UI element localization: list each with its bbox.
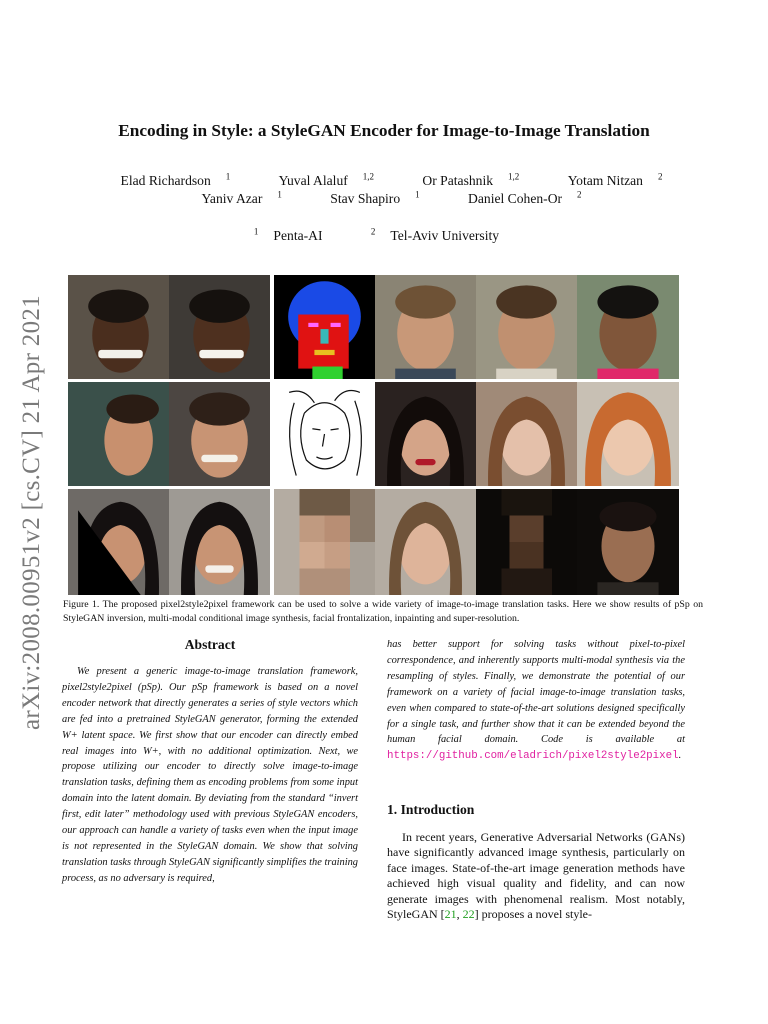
segmentation-map-image — [274, 275, 375, 379]
author: Or Patashnik $^{1,2}$ — [422, 171, 520, 188]
figure-caption: Figure 1. The proposed pixel2style2pixel framework can be used to solve a wide variety of image-to-image translation tasks. Here we show results of pSp on StyleGAN inversion, multi-modal conditional image synthesis, facial frontalization, inpainting and super-resolution. — [63, 599, 703, 625]
affiliation: $^1$ Penta-AI — [253, 226, 323, 243]
introduction-text: In recent years, Generative Adversarial Networks (GANs) have significantly advanced image synthesis, particularly on face images. State-of-the-art image generation methods have achieved high visual quality and fidelity, and can now generate images with phenomenal realism. Most notably, StyleGAN [21, 22] proposes a novel style- — [387, 830, 685, 922]
figure-1-grid — [68, 275, 679, 595]
abstract-text-right: has better support for solving tasks without pixel-to-pixel correspondence, and inherently supports multi-modal synthesis via the resampling of styles. Finally, we demonstrate the potential of our framework on a variety of facial image-to-image translation tasks, even when compared to state-of-the-art solutions designed specifically for a single task, and further show that it can be extended beyond the human facial domain. Code is available at https://github.com/eladrich/pixel2style2pixel. — [387, 639, 685, 763]
affiliation: $^2$ Tel-Aviv University — [370, 226, 500, 243]
face-image — [169, 382, 270, 486]
face-image — [68, 382, 169, 486]
face-image — [476, 275, 577, 379]
abstract-text-left: We present a generic image-to-image translation framework, pixel2style2pixel (pSp). Our pSp framework is based on a novel encoder network that directly generates a series of style vectors which are fed into a pretrained StyleGAN generator, forming the extended W+ latent space. We first show that our encoder can directly embed real images into W+, with no additional optimization. Next, we propose utilizing our encoder to directly solve image-to-image translation tasks, defining them as encoding problems from some input domain into the latent domain. By deviating from the standard “invert first, edit later” methodology used with previous StyleGAN encoders, our approach can handle a variety of tasks even when the input image is not represented in the StyleGAN domain. We show that solving translation tasks through StyleGAN significantly simplifies the training process, as no adversary is required, — [62, 666, 358, 884]
author: Stav Shapiro $^1$ — [330, 189, 420, 206]
face-image — [169, 275, 270, 379]
face-image — [577, 275, 679, 379]
sketch-image — [274, 382, 375, 486]
inpainting-input-image — [68, 489, 169, 595]
abstract-heading: Abstract — [184, 637, 236, 652]
face-image — [68, 275, 169, 379]
arxiv-stamp: arXiv:2008.00951v2 [cs.CV] 21 Apr 2021 — [18, 295, 45, 730]
paper-title: Encoding in Style: a StyleGAN Encoder for Image-to-Image Translation — [118, 121, 650, 140]
author: Yuval Alaluf $^{1,2}$ — [278, 171, 375, 188]
introduction-heading: 1. Introduction — [387, 802, 475, 817]
citation-link[interactable]: 22 — [462, 907, 475, 922]
citation-link[interactable]: 21 — [444, 907, 457, 922]
authors-row-1 — [0, 173, 768, 189]
face-image — [169, 489, 270, 595]
author: Yaniv Azar $^1$ — [201, 189, 282, 206]
low-resolution-image — [274, 489, 375, 595]
face-image — [476, 382, 577, 486]
face-image — [375, 382, 476, 486]
author: Daniel Cohen-Or $^2$ — [468, 189, 582, 206]
face-image — [375, 489, 476, 595]
face-image — [577, 382, 679, 486]
face-image — [577, 489, 679, 595]
code-link[interactable]: https://github.com/eladrich/pixel2style2pixel — [387, 750, 679, 763]
author: Elad Richardson $^1$ — [120, 171, 231, 188]
face-image — [375, 275, 476, 379]
authors-row-2 — [0, 191, 768, 207]
affiliations — [0, 228, 768, 244]
author: Yotam Nitzan $^2$ — [567, 171, 663, 188]
low-resolution-image — [476, 489, 577, 595]
